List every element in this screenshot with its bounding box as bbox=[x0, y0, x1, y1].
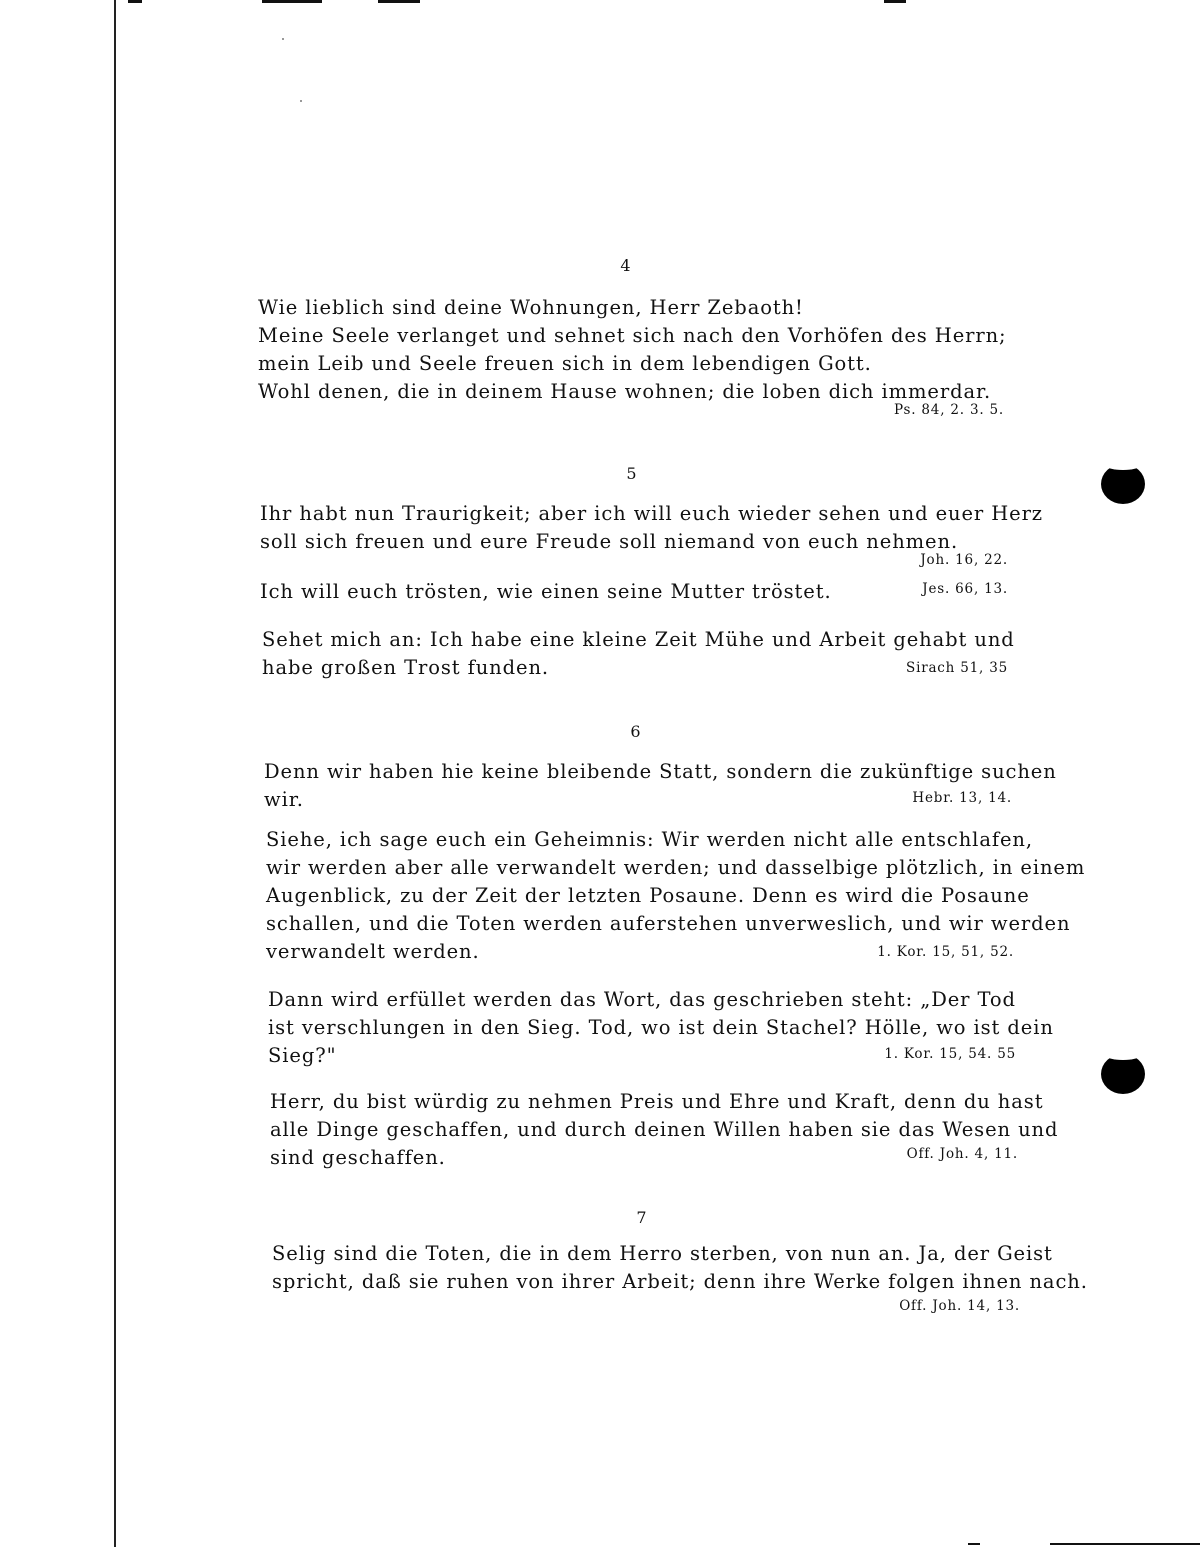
punch-hole bbox=[1101, 1054, 1145, 1094]
bible-reference: Off. Joh. 4, 11. bbox=[906, 1146, 1018, 1162]
scan-mark bbox=[1050, 1543, 1200, 1545]
scan-mark bbox=[884, 0, 906, 3]
scan-mark bbox=[262, 0, 322, 3]
verse-line: ist verschlungen in den Sieg. Tod, wo ist dein Stachel? Hölle, wo ist dein bbox=[268, 1016, 1054, 1039]
bible-reference: 1. Kor. 15, 51, 52. bbox=[877, 944, 1014, 960]
verse-line: wir werden aber alle verwandelt werden; und dasselbige plötzlich, in einem bbox=[266, 856, 1086, 879]
verse-line: Wie lieblich sind deine Wohnungen, Herr Zebaoth! bbox=[258, 296, 804, 319]
verse-line: Siehe, ich sage euch ein Geheimnis: Wir werden nicht alle entschlafen, bbox=[266, 828, 1033, 851]
verse-text bbox=[258, 294, 1007, 406]
verse-line: soll sich freuen und eure Freude soll niemand von euch nehmen. bbox=[260, 530, 959, 553]
verse-line: Denn wir haben hie keine bleibende Statt, sondern die zukünftige suchen bbox=[264, 760, 1057, 783]
bible-reference: Ps. 84, 2. 3. 5. bbox=[893, 402, 1004, 418]
verse-line: Dann wird erfüllet werden das Wort, das geschrieben steht: „Der Tod bbox=[268, 988, 1016, 1011]
bible-reference: Jes. 66, 13. bbox=[922, 581, 1008, 597]
verse-line: spricht, daß sie ruhen von ihrer Arbeit; denn ihre Werke folgen ihnen nach. bbox=[272, 1270, 1088, 1293]
section-number: 7 bbox=[636, 1208, 648, 1227]
verse-line: Ich will euch trösten, wie einen seine Mutter tröstet. bbox=[260, 580, 832, 603]
punch-hole bbox=[1101, 464, 1145, 504]
scan-speck bbox=[282, 38, 284, 40]
section-number: 4 bbox=[620, 256, 632, 275]
scan-mark bbox=[968, 1543, 980, 1545]
bible-reference: Joh. 16, 22. bbox=[920, 552, 1008, 568]
verse-line: Meine Seele verlanget und sehnet sich nach den Vorhöfen des Herrn; bbox=[258, 324, 1007, 347]
verse-line: alle Dinge geschaffen, und durch deinen Willen haben sie das Wesen und bbox=[270, 1118, 1059, 1141]
verse-line: Sehet mich an: Ich habe eine kleine Zeit Mühe und Arbeit gehabt und bbox=[262, 628, 1015, 651]
verse-line: mein Leib und Seele freuen sich in dem lebendigen Gott. bbox=[258, 352, 872, 375]
verse-line: habe großen Trost funden. bbox=[262, 656, 549, 679]
verse-line: Herr, du bist würdig zu nehmen Preis und Ehre und Kraft, denn du hast bbox=[270, 1090, 1044, 1113]
scan-mark bbox=[378, 0, 420, 3]
section-number: 6 bbox=[630, 722, 642, 741]
scan-mark bbox=[128, 0, 142, 3]
verse-text bbox=[272, 1240, 1088, 1296]
verse-line: Ihr habt nun Traurigkeit; aber ich will euch wieder sehen und euer Herz bbox=[260, 502, 1043, 525]
bible-reference: Hebr. 13, 14. bbox=[912, 790, 1012, 806]
verse-line: Selig sind die Toten, die in dem Herro sterben, von nun an. Ja, der Geist bbox=[272, 1242, 1053, 1265]
scan-speck bbox=[300, 100, 302, 102]
verse-text bbox=[260, 500, 1043, 556]
bible-reference: 1. Kor. 15, 54. 55 bbox=[884, 1046, 1016, 1062]
verse-line: sind geschaffen. bbox=[270, 1146, 446, 1169]
verse-line: schallen, und die Toten werden auferstehen unverweslich, und wir werden bbox=[266, 912, 1071, 935]
bible-reference: Sirach 51, 35 bbox=[906, 660, 1008, 676]
verse-line: wir. bbox=[264, 788, 304, 811]
verse-text bbox=[262, 626, 1015, 682]
page-edge-line bbox=[114, 0, 116, 1547]
section-number: 5 bbox=[626, 464, 638, 483]
verse-line: Sieg?" bbox=[268, 1044, 337, 1067]
bible-reference: Off. Joh. 14, 13. bbox=[899, 1298, 1020, 1314]
verse-text bbox=[260, 578, 832, 606]
verse-line: Augenblick, zu der Zeit der letzten Posaune. Denn es wird die Posaune bbox=[266, 884, 1030, 907]
verse-line: verwandelt werden. bbox=[266, 940, 480, 963]
verse-line: Wohl denen, die in deinem Hause wohnen; die loben dich immerdar. bbox=[258, 380, 992, 403]
